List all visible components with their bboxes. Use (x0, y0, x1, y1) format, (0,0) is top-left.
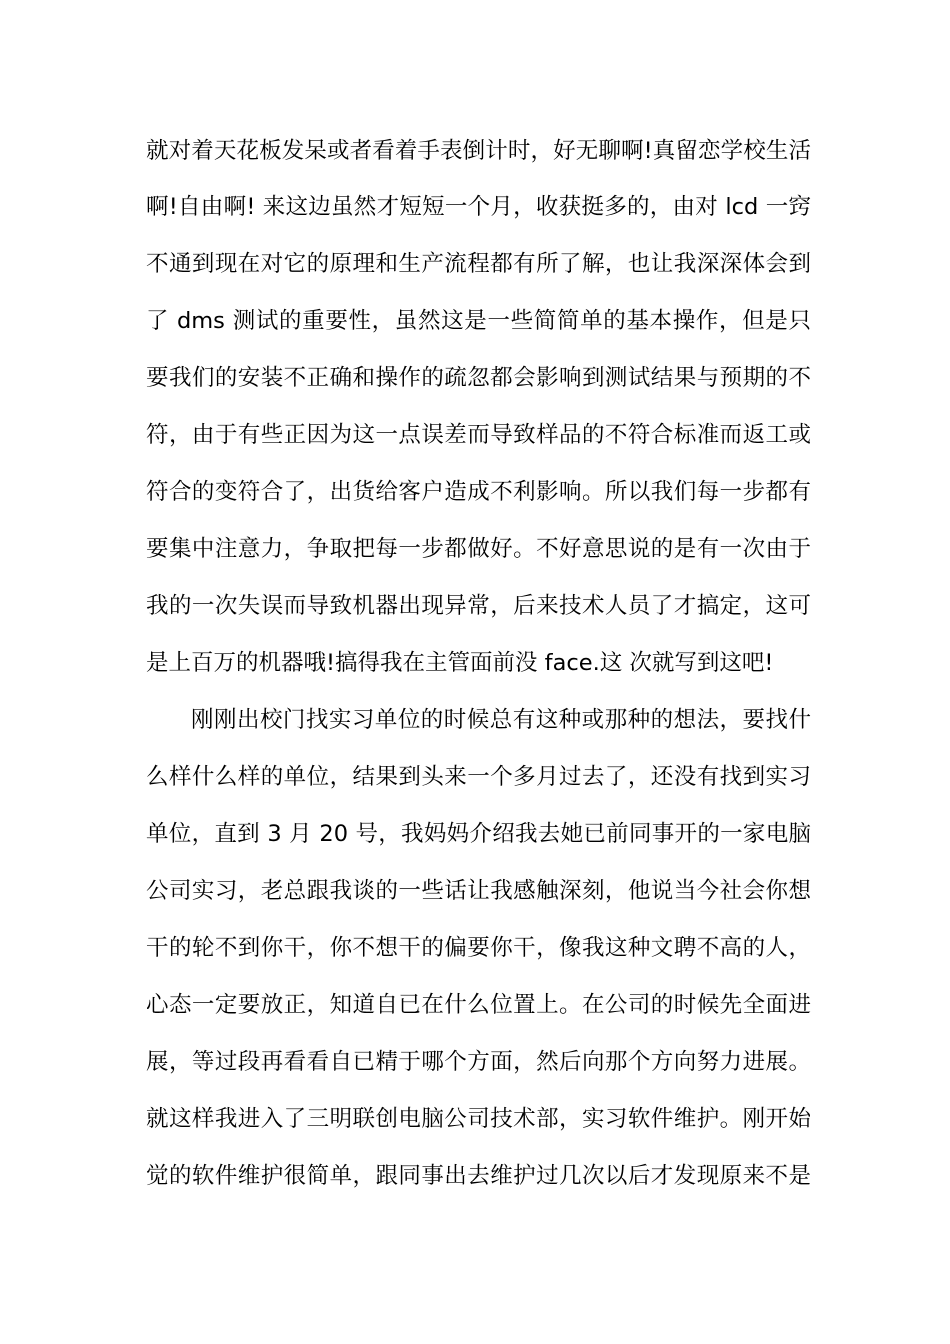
text-line: 展，等过段再看看自已精于哪个方面，然后向那个方向努力进展。 (146, 1049, 811, 1075)
text-line: 啊!自由啊! 来这边虽然才短短一个月，收获挺多的，由对 lcd 一窍 (146, 194, 811, 220)
paragraph-last-line: 是上百万的机器哦!搞得我在主管面前没 face.这 次就写到这吧! (146, 650, 774, 676)
text-line: 觉的软件维护很简单，跟同事出去维护过几次以后才发现原来不是 (146, 1163, 811, 1189)
text-line: 我的一次失误而导致机器出现异常，后来技术人员了才搞定，这可 (146, 593, 811, 619)
text-line: 心态一定要放正，知道自已在什么位置上。在公司的时候先全面进 (146, 992, 811, 1018)
text-line: 就这样我进入了三明联创电脑公司技术部，实习软件维护。刚开始 (146, 1106, 811, 1132)
text-line: 就对着天花板发呆或者看着手表倒计时，好无聊啊!真留恋学校生活 (146, 138, 811, 164)
text-line: 不通到现在对它的原理和生产流程都有所了解，也让我深深体会到 (146, 251, 811, 277)
text-line: 单位，直到 3 月 20 号，我妈妈介绍我去她已前同事开的一家电脑 (146, 821, 811, 847)
text-line: 符合的变符合了，出货给客户造成不利影响。所以我们每一步都有 (146, 479, 811, 505)
text-line: 要集中注意力，争取把每一步都做好。不好意思说的是有一次由于 (146, 536, 811, 562)
text-line: 了 dms 测试的重要性，虽然这是一些简简单的基本操作，但是只 (146, 308, 811, 334)
text-line: 要我们的安装不正确和操作的疏忽都会影响到测试结果与预期的不 (146, 365, 811, 391)
paragraph-first-line: 刚刚出校门找实习单位的时候总有这种或那种的想法，要找什 (191, 707, 811, 733)
text-line: 公司实习，老总跟我谈的一些话让我感触深刻，他说当今社会你想 (146, 878, 811, 904)
text-line: 么样什么样的单位，结果到头来一个多月过去了，还没有找到实习 (146, 764, 811, 790)
text-line: 干的轮不到你干，你不想干的偏要你干，像我这种文聘不高的人， (146, 935, 811, 961)
text-line: 符，由于有些正因为这一点误差而导致样品的不符合标准而返工或 (146, 422, 811, 448)
